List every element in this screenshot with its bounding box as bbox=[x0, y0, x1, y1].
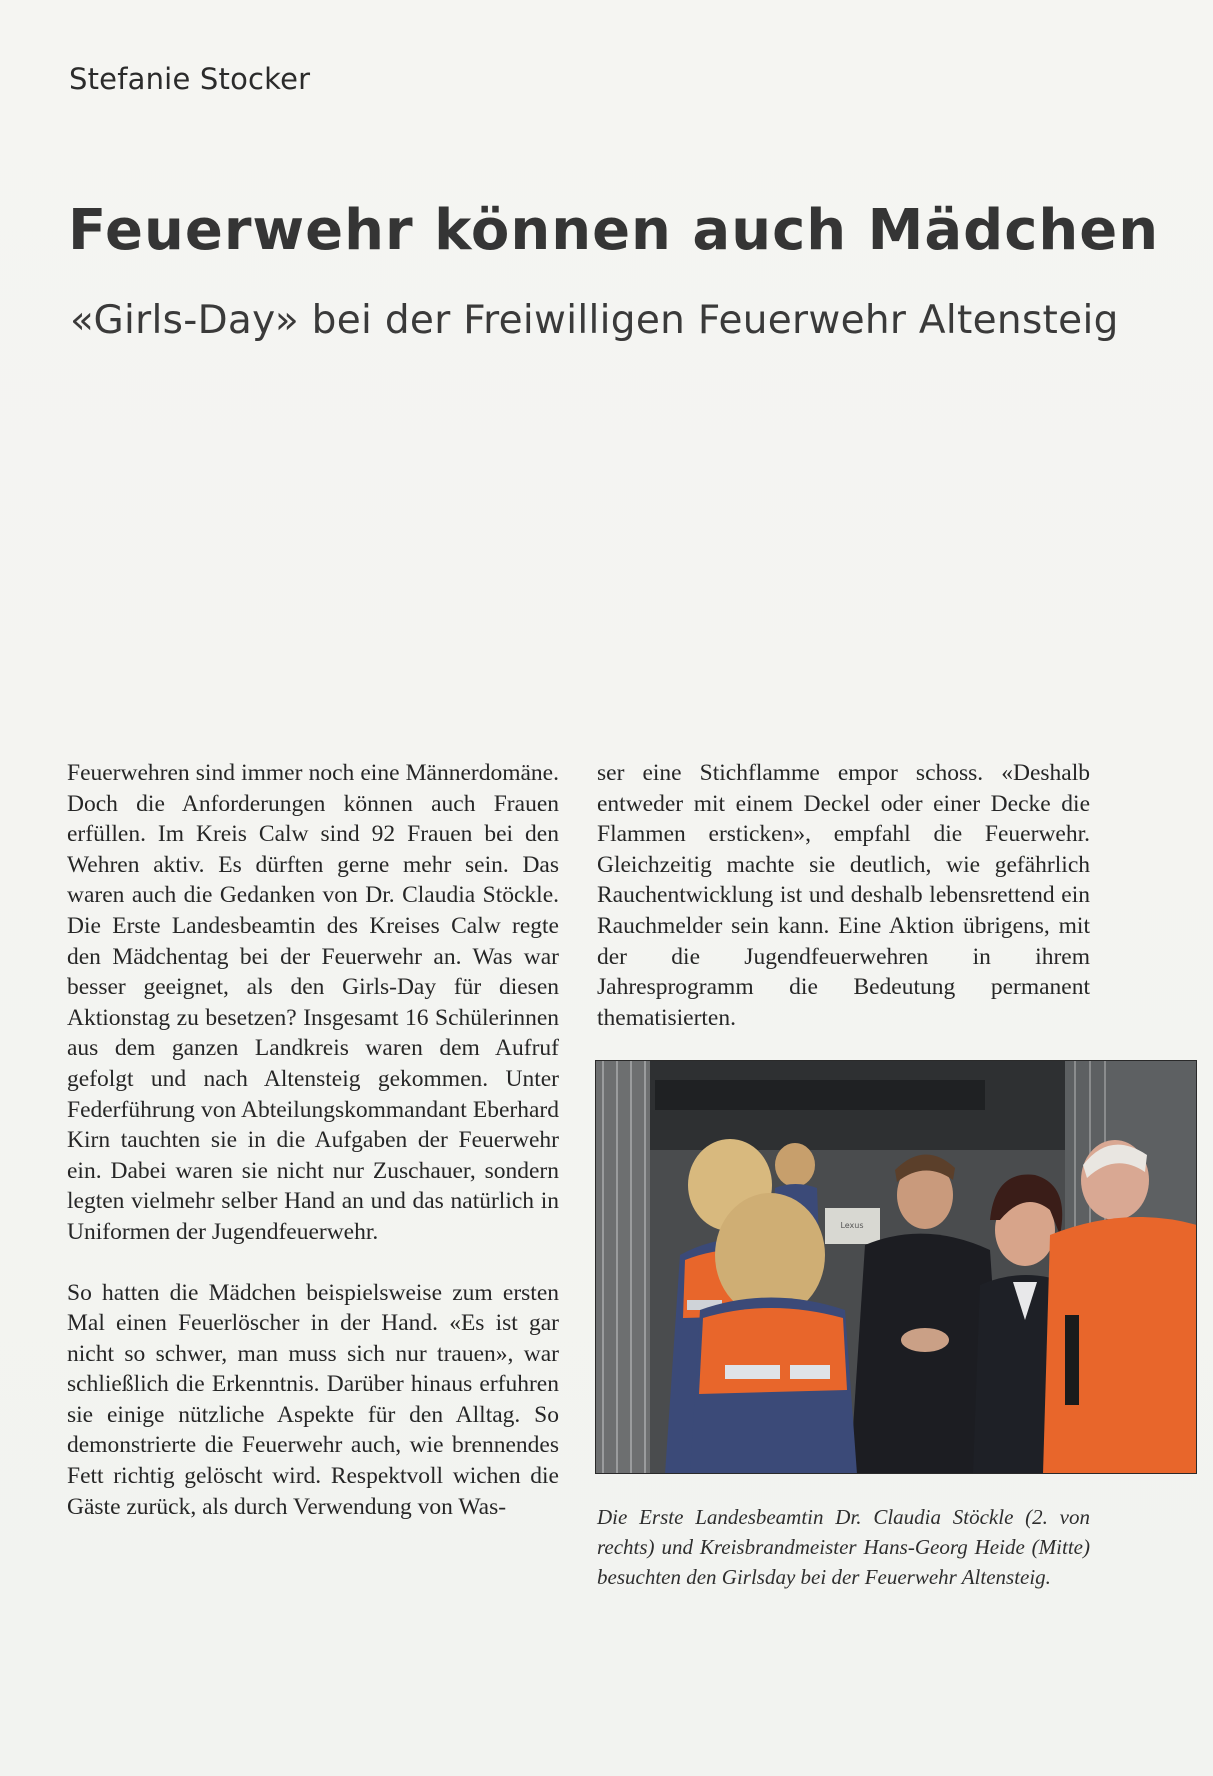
article-photo bbox=[595, 1060, 1197, 1474]
paragraph: Feuerwehren sind immer noch eine Männerdomäne. Doch die Anforderungen können auch Frauen erfüllen. Im Kreis Calw sind 92 Frauen bei den Wehren aktiv. Es dürften gerne mehr sein. Das waren auch die Gedanken von Dr. Claudia Stöckle. Die Erste Landesbeamtin des Kreises Calw regte den Mädchentag bei der Feuerwehr an. Was war besser geeignet, als den Girls-Day für diesen Aktionstag zu besetzen? Insgesamt 16 Schülerinnen aus dem ganzen Landkreis waren dem Aufruf gefolgt und nach Altensteig gekommen. Unter Federführung von Abteilungskommandant Eberhard Kirn tauchten sie in die Aufgaben der Feuerwehr ein. Dabei waren sie nicht nur Zuschauer, sondern legten vielmehr selber Hand an und das natürlich in Uniformen der Jugendfeuerwehr. bbox=[67, 760, 559, 1245]
author-name: Stefanie Stocker bbox=[69, 62, 311, 96]
paragraph: ser eine Stichflamme empor schoss. «Deshalb entweder mit einem Deckel oder einer Decke die Flammen ersticken», empfahl die Feuerwehr. Gleichzeitig machte sie deutlich, wie gefährlich Rauchentwicklung ist und deshalb lebensrettend ein Rauchmelder sein kann. Eine Aktion übrigens, mit der die Jugendfeuerwehren in ihrem Jahresprogramm die Bedeutung permanent thematisierten. bbox=[597, 760, 1090, 1031]
article-column-left bbox=[67, 758, 559, 1522]
wall-sign-text: Lexus bbox=[840, 1221, 864, 1230]
article-column-right bbox=[597, 758, 1090, 1033]
article-headline: Feuerwehr können auch Mädchen bbox=[68, 198, 1160, 263]
article-subtitle: «Girls-Day» bei der Freiwilligen Feuerwehr Altensteig bbox=[70, 298, 1119, 343]
paragraph: So hatten die Mädchen beispielsweise zum ersten Mal einen Feuerlöscher in der Hand. «Es ist gar nicht so schwer, man muss sich nur trauen», war schließlich die Erkenntnis. Darüber hinaus erfuhren sie einige nützliche Aspekte für den Alltag. So demonstrierte die Feuerwehr auch, wie brennendes Fett richtig gelöscht wird. Respektvoll wichen die Gäste zurück, als durch Verwendung von Was- bbox=[67, 1279, 559, 1520]
photo-caption: Die Erste Landesbeamtin Dr. Claudia Stöckle (2. von rechts) und Kreisbrandmeister Hans-Georg Heide (Mitte) besuchten den Girlsday bei der Feuerwehr Altensteig. bbox=[597, 1505, 1090, 1589]
